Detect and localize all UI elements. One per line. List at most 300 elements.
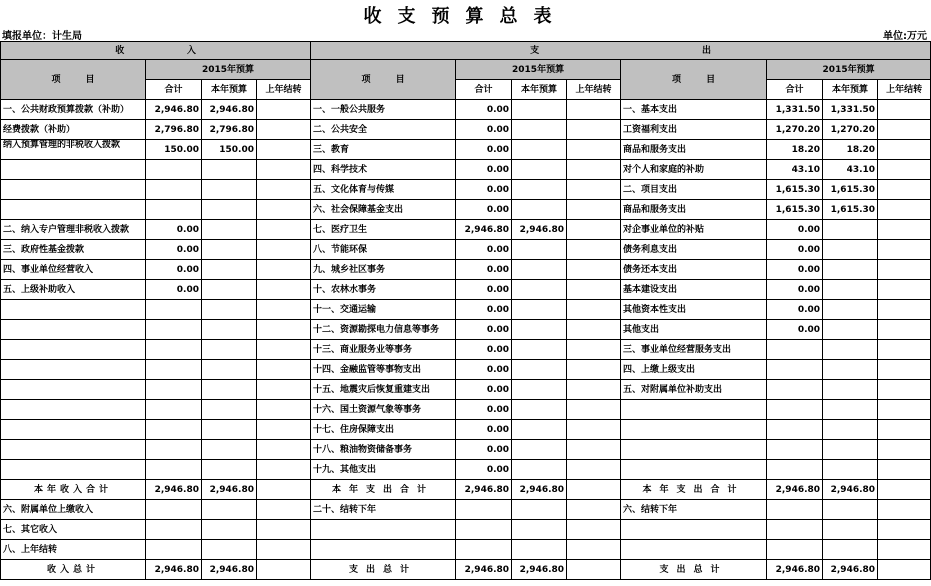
expense1-total: 0.00 xyxy=(456,100,512,120)
income-total xyxy=(146,300,202,320)
income-item: 经费拨款（补助） xyxy=(1,120,146,140)
income-item xyxy=(1,200,146,220)
expense2-last xyxy=(878,100,931,120)
table-row xyxy=(1,100,931,120)
expense1-total: 0.00 xyxy=(456,260,512,280)
income-last xyxy=(257,400,311,420)
expense2-total-value: 2,946.80 xyxy=(767,560,823,580)
expense2-last xyxy=(878,180,931,200)
expense1-current xyxy=(512,420,567,440)
expense2-last xyxy=(878,120,931,140)
expense2-current xyxy=(823,280,878,300)
expense2-total-header: 合计 xyxy=(767,80,823,100)
income-total xyxy=(146,540,202,560)
expense2-current xyxy=(823,500,878,520)
expense1-total-label: 支出总计 xyxy=(311,560,456,580)
income-item: 二、纳入专户管理非税收入拨款 xyxy=(1,220,146,240)
expense2-last xyxy=(878,380,931,400)
expense1-current xyxy=(512,100,567,120)
expense1-last-value xyxy=(567,560,621,580)
income-last-value xyxy=(257,560,311,580)
income-item: 一、公共财政预算拨款（补助） xyxy=(1,100,146,120)
expense1-current xyxy=(512,380,567,400)
income-current xyxy=(202,200,257,220)
income-item: 三、政府性基金拨款 xyxy=(1,240,146,260)
expense-section-header: 支 出 xyxy=(311,42,931,60)
expense2-year-budget-header: 2015年预算 xyxy=(767,60,931,80)
income-total: 2,796.80 xyxy=(146,120,202,140)
expense1-total xyxy=(456,520,512,540)
expense2-item: 六、结转下年 xyxy=(621,500,767,520)
expense1-item xyxy=(311,520,456,540)
expense1-current xyxy=(512,160,567,180)
income-item: 六、附属单位上缴收入 xyxy=(1,500,146,520)
income-total xyxy=(146,500,202,520)
table-row xyxy=(1,220,931,240)
income-total-label: 本年收入合计 xyxy=(1,480,146,500)
expense2-total: 0.00 xyxy=(767,300,823,320)
expense1-total: 2,946.80 xyxy=(456,220,512,240)
income-current xyxy=(202,340,257,360)
expense2-item: 对企事业单位的补贴 xyxy=(621,220,767,240)
expense1-total: 0.00 xyxy=(456,160,512,180)
expense1-item: 十六、国土资源气象等事务 xyxy=(311,400,456,420)
expense1-last xyxy=(567,520,621,540)
expense1-item: 三、教育 xyxy=(311,140,456,160)
expense1-current xyxy=(512,460,567,480)
expense2-current: 18.20 xyxy=(823,140,878,160)
expense2-item: 工资福利支出 xyxy=(621,120,767,140)
table-row xyxy=(1,180,931,200)
income-last xyxy=(257,340,311,360)
expense1-total: 0.00 xyxy=(456,300,512,320)
income-item: 纳入预算管理的非税收入拨款 xyxy=(1,140,146,160)
expense2-last xyxy=(878,420,931,440)
income-total-label: 收入总计 xyxy=(1,560,146,580)
expense2-item xyxy=(621,460,767,480)
expense1-current-header: 本年预算 xyxy=(512,80,567,100)
expense2-current xyxy=(823,460,878,480)
expense1-item-header: 项 目 xyxy=(311,60,456,100)
expense2-total xyxy=(767,380,823,400)
expense1-last xyxy=(567,420,621,440)
expense1-last xyxy=(567,120,621,140)
expense2-last xyxy=(878,240,931,260)
expense2-total: 0.00 xyxy=(767,320,823,340)
income-total xyxy=(146,340,202,360)
expense2-total xyxy=(767,500,823,520)
expense2-total xyxy=(767,420,823,440)
expense1-current xyxy=(512,340,567,360)
income-last xyxy=(257,240,311,260)
income-item: 四、事业单位经营收入 xyxy=(1,260,146,280)
expense2-current xyxy=(823,300,878,320)
expense1-total: 0.00 xyxy=(456,140,512,160)
expense1-last xyxy=(567,300,621,320)
expense1-item: 十一、交通运输 xyxy=(311,300,456,320)
expense1-last xyxy=(567,320,621,340)
grand-totals-row xyxy=(1,560,931,580)
expense2-last xyxy=(878,460,931,480)
expense1-total-value: 2,946.80 xyxy=(456,560,512,580)
expense1-item: 十三、商业服务业等事务 xyxy=(311,340,456,360)
income-total xyxy=(146,320,202,340)
expense1-total-header: 合计 xyxy=(456,80,512,100)
expense1-item: 十七、住房保障支出 xyxy=(311,420,456,440)
expense1-item: 五、文化体育与传媒 xyxy=(311,180,456,200)
expense2-last-value xyxy=(878,480,931,500)
income-current xyxy=(202,300,257,320)
expense1-item: 一、一般公共服务 xyxy=(311,100,456,120)
reporting-unit: 填报单位：计生局 xyxy=(2,31,82,42)
table-row xyxy=(1,240,931,260)
income-total xyxy=(146,460,202,480)
expense1-total: 0.00 xyxy=(456,460,512,480)
income-item: 五、上级补助收入 xyxy=(1,280,146,300)
expense2-item: 商品和服务支出 xyxy=(621,200,767,220)
income-total: 2,946.80 xyxy=(146,100,202,120)
income-last xyxy=(257,260,311,280)
income-item xyxy=(1,340,146,360)
income-total-value: 2,946.80 xyxy=(146,480,202,500)
expense1-last xyxy=(567,280,621,300)
expense1-item: 七、医疗卫生 xyxy=(311,220,456,240)
income-item xyxy=(1,300,146,320)
expense2-last xyxy=(878,140,931,160)
table-row xyxy=(1,420,931,440)
expense2-current: 1,615.30 xyxy=(823,200,878,220)
income-current xyxy=(202,440,257,460)
expense2-total-label: 支出总计 xyxy=(621,560,767,580)
expense1-year-budget-header: 2015年预算 xyxy=(456,60,621,80)
income-total xyxy=(146,400,202,420)
expense1-last-value xyxy=(567,480,621,500)
income-current-value: 2,946.80 xyxy=(202,480,257,500)
table-row xyxy=(1,200,931,220)
expense2-total xyxy=(767,360,823,380)
expense1-current xyxy=(512,140,567,160)
expense2-total: 0.00 xyxy=(767,260,823,280)
income-current: 150.00 xyxy=(202,140,257,160)
expense1-total: 0.00 xyxy=(456,180,512,200)
expense1-item xyxy=(311,540,456,560)
expense1-current xyxy=(512,520,567,540)
header-row-1 xyxy=(1,60,931,80)
expense1-item: 十二、资源勘探电力信息等事务 xyxy=(311,320,456,340)
expense1-item: 十四、金融监管等事物支出 xyxy=(311,360,456,380)
income-last xyxy=(257,440,311,460)
expense1-total: 0.00 xyxy=(456,200,512,220)
expense1-current xyxy=(512,200,567,220)
expense2-last xyxy=(878,280,931,300)
income-total: 150.00 xyxy=(146,140,202,160)
income-item: 七、其它收入 xyxy=(1,520,146,540)
expense1-item: 九、城乡社区事务 xyxy=(311,260,456,280)
table-row xyxy=(1,400,931,420)
income-last xyxy=(257,300,311,320)
expense1-total: 0.00 xyxy=(456,320,512,340)
income-current xyxy=(202,160,257,180)
table-row xyxy=(1,280,931,300)
expense2-total: 0.00 xyxy=(767,220,823,240)
expense1-total: 0.00 xyxy=(456,420,512,440)
income-last xyxy=(257,160,311,180)
expense2-current xyxy=(823,420,878,440)
income-current-value: 2,946.80 xyxy=(202,560,257,580)
income-last xyxy=(257,280,311,300)
expense2-current: 1,270.20 xyxy=(823,120,878,140)
expense1-current xyxy=(512,540,567,560)
expense1-current xyxy=(512,260,567,280)
expense2-current xyxy=(823,240,878,260)
expense1-total: 0.00 xyxy=(456,400,512,420)
income-total xyxy=(146,180,202,200)
expense1-total-label: 本年支出合计 xyxy=(311,480,456,500)
income-item xyxy=(1,380,146,400)
income-year-budget-header: 2015年预算 xyxy=(146,60,311,80)
expense1-last xyxy=(567,180,621,200)
expense1-item: 十五、地震灾后恢复重建支出 xyxy=(311,380,456,400)
expense2-item: 一、基本支出 xyxy=(621,100,767,120)
income-current xyxy=(202,540,257,560)
expense2-last xyxy=(878,320,931,340)
expense1-current xyxy=(512,320,567,340)
table-row xyxy=(1,320,931,340)
expense2-item xyxy=(621,540,767,560)
income-total xyxy=(146,380,202,400)
income-current xyxy=(202,460,257,480)
expense2-total xyxy=(767,460,823,480)
expense2-last-value xyxy=(878,560,931,580)
income-total xyxy=(146,200,202,220)
income-last xyxy=(257,120,311,140)
expense2-total-label: 本年支出合计 xyxy=(621,480,767,500)
expense2-last xyxy=(878,400,931,420)
income-last-header: 上年结转 xyxy=(257,80,311,100)
expense1-total: 0.00 xyxy=(456,340,512,360)
expense1-item: 八、节能环保 xyxy=(311,240,456,260)
income-last xyxy=(257,320,311,340)
expense2-total xyxy=(767,340,823,360)
income-current xyxy=(202,220,257,240)
income-last xyxy=(257,220,311,240)
expense2-item: 其他资本性支出 xyxy=(621,300,767,320)
expense2-item: 二、项目支出 xyxy=(621,180,767,200)
income-current xyxy=(202,520,257,540)
expense2-total xyxy=(767,540,823,560)
expense1-item: 十、农林水事务 xyxy=(311,280,456,300)
table-row xyxy=(1,160,931,180)
income-total xyxy=(146,420,202,440)
income-current xyxy=(202,320,257,340)
currency-unit: 单位:万元 xyxy=(883,31,927,42)
expense2-current xyxy=(823,400,878,420)
table-row xyxy=(1,140,931,160)
expense2-last xyxy=(878,160,931,180)
income-total: 0.00 xyxy=(146,260,202,280)
income-current-header: 本年预算 xyxy=(202,80,257,100)
expense1-current xyxy=(512,280,567,300)
expense1-item: 十九、其他支出 xyxy=(311,460,456,480)
expense1-total: 0.00 xyxy=(456,280,512,300)
income-total-value: 2,946.80 xyxy=(146,560,202,580)
table-row xyxy=(1,500,931,520)
income-last-value xyxy=(257,480,311,500)
expense1-last xyxy=(567,400,621,420)
expense2-item xyxy=(621,520,767,540)
expense1-total xyxy=(456,540,512,560)
income-current: 2,946.80 xyxy=(202,100,257,120)
expense2-current xyxy=(823,380,878,400)
expense2-item: 债务还本支出 xyxy=(621,260,767,280)
expense1-last xyxy=(567,160,621,180)
expense2-total: 0.00 xyxy=(767,280,823,300)
income-last xyxy=(257,140,311,160)
income-last xyxy=(257,200,311,220)
income-item xyxy=(1,440,146,460)
income-item xyxy=(1,320,146,340)
income-last xyxy=(257,420,311,440)
income-current xyxy=(202,400,257,420)
expense1-total xyxy=(456,500,512,520)
expense2-item xyxy=(621,440,767,460)
expense1-last xyxy=(567,380,621,400)
table-row xyxy=(1,460,931,480)
income-current xyxy=(202,260,257,280)
expense2-item: 商品和服务支出 xyxy=(621,140,767,160)
expense1-last xyxy=(567,460,621,480)
table-row xyxy=(1,540,931,560)
expense1-item: 十八、粮油物资储备事务 xyxy=(311,440,456,460)
expense2-current: 43.10 xyxy=(823,160,878,180)
income-total-header: 合计 xyxy=(146,80,202,100)
expense2-total xyxy=(767,400,823,420)
expense2-item: 债务利息支出 xyxy=(621,240,767,260)
income-current xyxy=(202,360,257,380)
income-last xyxy=(257,100,311,120)
budget-table xyxy=(0,41,931,580)
income-last xyxy=(257,520,311,540)
expense2-last xyxy=(878,200,931,220)
expense1-total: 0.00 xyxy=(456,240,512,260)
income-item xyxy=(1,360,146,380)
income-item xyxy=(1,400,146,420)
expense2-last xyxy=(878,540,931,560)
expense1-last xyxy=(567,340,621,360)
income-item: 八、上年结转 xyxy=(1,540,146,560)
expense2-current xyxy=(823,340,878,360)
expense2-last-header: 上年结转 xyxy=(878,80,931,100)
expense1-item: 六、社会保障基金支出 xyxy=(311,200,456,220)
expense1-last xyxy=(567,200,621,220)
expense2-last xyxy=(878,340,931,360)
expense2-total: 1,615.30 xyxy=(767,180,823,200)
table-row xyxy=(1,300,931,320)
table-row xyxy=(1,360,931,380)
income-current xyxy=(202,180,257,200)
year-totals-row xyxy=(1,480,931,500)
page-title: 收支预算总表 xyxy=(363,6,568,27)
income-section-header: 收 入 xyxy=(1,42,311,60)
expense2-last xyxy=(878,520,931,540)
expense1-last xyxy=(567,500,621,520)
income-current xyxy=(202,240,257,260)
expense2-total: 18.20 xyxy=(767,140,823,160)
expense2-current xyxy=(823,260,878,280)
expense1-current xyxy=(512,240,567,260)
expense2-total xyxy=(767,440,823,460)
income-current xyxy=(202,500,257,520)
expense2-last xyxy=(878,300,931,320)
expense2-total xyxy=(767,520,823,540)
expense2-current-value: 2,946.80 xyxy=(823,560,878,580)
expense2-total: 1,331.50 xyxy=(767,100,823,120)
expense1-last xyxy=(567,240,621,260)
income-current: 2,796.80 xyxy=(202,120,257,140)
expense1-last xyxy=(567,260,621,280)
income-item-header: 项 目 xyxy=(1,60,146,100)
income-total xyxy=(146,160,202,180)
table-row xyxy=(1,440,931,460)
income-item xyxy=(1,420,146,440)
expense2-current: 1,331.50 xyxy=(823,100,878,120)
expense1-current xyxy=(512,180,567,200)
income-item xyxy=(1,160,146,180)
expense1-current xyxy=(512,440,567,460)
expense1-last xyxy=(567,540,621,560)
expense2-item: 三、事业单位经营服务支出 xyxy=(621,340,767,360)
income-last xyxy=(257,380,311,400)
expense1-last xyxy=(567,360,621,380)
expense1-last xyxy=(567,100,621,120)
expense2-current-value: 2,946.80 xyxy=(823,480,878,500)
expense2-total: 1,270.20 xyxy=(767,120,823,140)
expense2-item xyxy=(621,420,767,440)
expense1-last xyxy=(567,440,621,460)
table-row xyxy=(1,340,931,360)
expense2-total: 0.00 xyxy=(767,240,823,260)
expense2-item: 基本建设支出 xyxy=(621,280,767,300)
expense1-current xyxy=(512,120,567,140)
expense2-last xyxy=(878,260,931,280)
expense2-current xyxy=(823,440,878,460)
income-total: 0.00 xyxy=(146,280,202,300)
expense1-item: 二、公共安全 xyxy=(311,120,456,140)
section-header-row xyxy=(1,42,931,60)
income-current xyxy=(202,380,257,400)
expense1-total: 0.00 xyxy=(456,120,512,140)
income-total xyxy=(146,360,202,380)
expense1-total: 0.00 xyxy=(456,380,512,400)
expense1-total: 0.00 xyxy=(456,360,512,380)
expense1-current-value: 2,946.80 xyxy=(512,480,567,500)
expense1-total-value: 2,946.80 xyxy=(456,480,512,500)
expense1-current-value: 2,946.80 xyxy=(512,560,567,580)
expense2-item: 五、对附属单位补助支出 xyxy=(621,380,767,400)
expense2-total: 43.10 xyxy=(767,160,823,180)
income-last xyxy=(257,360,311,380)
expense2-current xyxy=(823,320,878,340)
expense1-current xyxy=(512,360,567,380)
income-last xyxy=(257,460,311,480)
expense2-current xyxy=(823,220,878,240)
expense2-item: 四、上缴上级支出 xyxy=(621,360,767,380)
income-last xyxy=(257,500,311,520)
expense2-total-value: 2,946.80 xyxy=(767,480,823,500)
income-last xyxy=(257,180,311,200)
expense1-item: 二十、结转下年 xyxy=(311,500,456,520)
expense2-last xyxy=(878,360,931,380)
